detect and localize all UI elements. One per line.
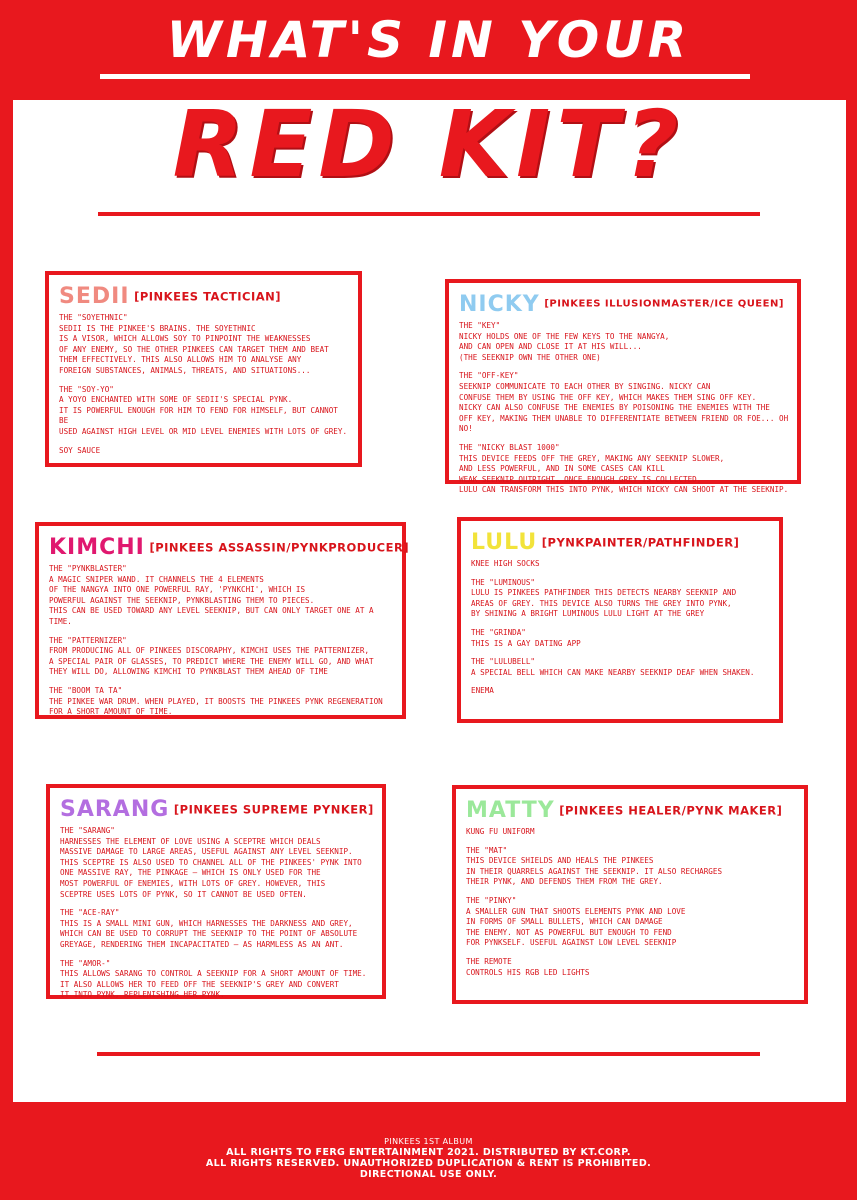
kit-item-title: THE "GRINDA" <box>471 627 526 637</box>
kit-item-line: A YOYO ENCHANTED WITH SOME OF SEDII'S SPECIAL PYNK. <box>59 395 293 405</box>
item-list <box>471 559 771 697</box>
kit-item <box>466 827 796 838</box>
kit-item-line: SCEPTRE USES LOTS OF PYNK, SO IT CANNOT BE USED OFTEN. <box>60 889 307 899</box>
bottom-divider <box>97 1052 760 1056</box>
kit-item-line: AREAS OF GREY. THIS DEVICE ALSO TURNS THE GREY INTO PYNK, <box>471 598 732 608</box>
kit-item-line: ONE MASSIVE RAY, THE PINKAGE — WHICH IS ONLY USED FOR THE <box>60 868 321 878</box>
kit-item <box>471 686 771 697</box>
kit-item-title: SOY SAUCE <box>59 445 101 455</box>
kit-item-line: FROM PRODUCING ALL OF PINKEES DISCORAPHY, KIMCHI USES THE PATTERNIZER, <box>49 646 370 656</box>
kit-item-line: SEDII IS THE PINKEE'S BRAINS. THE SOYETHNIC <box>59 323 256 333</box>
kit-item-line: THIS IS A GAY DATING APP <box>471 638 581 648</box>
kit-item <box>471 559 771 570</box>
card-header <box>49 535 410 560</box>
kit-item-line: THIS DEVICE SHIELDS AND HEALS THE PINKEES <box>466 856 654 866</box>
card-header <box>60 798 374 822</box>
kit-item-line: A SPECIAL BELL WHICH CAN MAKE NEARBY SEEKNIP DEAF WHEN SHAKEN. <box>471 667 755 677</box>
kit-item-title: THE "KEY" <box>459 321 501 330</box>
kit-item-line: THEIR PYNK, AND DEFENDS THEM FROM THE GREY. <box>466 877 663 887</box>
kit-item <box>49 686 394 718</box>
card-header <box>59 285 350 309</box>
kit-item-title: THE REMOTE <box>466 956 512 966</box>
kit-item-line: THE PINKEE WAR DRUM. WHEN PLAYED, IT BOOSTS THE PINKEES PYNK REGENERATION <box>49 696 383 706</box>
title-divider <box>100 74 750 79</box>
kit-item-line: THIS IS A SMALL MINI GUN, WHICH HARNESSES THE DARKNESS AND GREY, <box>60 918 353 928</box>
kit-item <box>471 657 771 678</box>
kit-item-title: THE "PATTERNIZER" <box>49 635 127 645</box>
kit-item-line: WEAK SEEKNIP OUTRIGHT. ONCE ENOUGH GREY IS COLLECTED, <box>459 474 702 484</box>
kit-item-line: FOREIGN SUBSTANCES, ANIMALS, THREATS, AND SITUATIONS... <box>59 365 311 375</box>
kit-item-line: NICKY CAN ALSO CONFUSE THE ENEMIES BY POISONING THE ENEMIES WITH THE <box>459 403 770 413</box>
kit-item-line: THE ENEMY. NOT AS POWERFUL BUT ENOUGH TO FEND <box>466 927 672 937</box>
kit-item-line: AND CAN OPEN AND CLOSE IT AT HIS WILL... <box>459 342 642 352</box>
kit-item-line: THEY WILL DO, ALLOWING KIMCHI TO PYNKBLAST THEM AHEAD OF TIME <box>49 667 328 677</box>
kit-item-title: THE "SOYETHNIC" <box>59 313 128 322</box>
kit-item-line: MOST POWERFUL OF ENEMIES, WITH LOTS OF GREY. HOWEVER, THIS <box>60 878 326 888</box>
kit-item-line: A SMALLER GUN THAT SHOOTS ELEMENTS PYNK AND LOVE <box>466 906 686 916</box>
kit-item-line: CONTROLS HIS RGB LED LIGHTS <box>466 967 590 977</box>
kit-item-title: KUNG FU UNIFORM <box>466 827 535 836</box>
kit-item <box>471 578 771 620</box>
kit-item-line: POWERFUL AGAINST THE SEEKNIP, PYNKBLASTING THEM TO PIECES. <box>49 595 315 605</box>
member-role: [PINKEES SUPREME PYNKER] <box>173 802 374 817</box>
kit-item <box>49 636 394 678</box>
footer-reserved-line: ALL RIGHTS RESERVED. UNAUTHORIZED DUPLICATION & RENT IS PROHIBITED. <box>205 1158 652 1169</box>
kit-item-line: USED AGAINST HIGH LEVEL OR MID LEVEL ENEMIES WITH LOTS OF GREY. <box>59 426 348 436</box>
kit-item-title: THE "MAT" <box>466 845 508 855</box>
kit-item-line: FOR PYNKSELF. USEFUL AGAINST LOW LEVEL SEEKNIP <box>466 938 677 948</box>
kit-item <box>59 446 350 457</box>
kit-item-title: THE "NICKY BLAST 1000" <box>459 442 560 452</box>
kit-item-line: IN FORMS OF SMALL BULLETS, WHICH CAN DAMAGE <box>466 917 663 927</box>
kit-item-line: THIS ALLOWS SARANG TO CONTROL A SEEKNIP FOR A SHORT AMOUNT OF TIME. <box>60 969 367 979</box>
member-name: KIMCHI <box>49 535 145 560</box>
member-role: [PINKEES TACTICIAN] <box>134 289 282 304</box>
kit-item-title: THE "BOOM TA TA" <box>49 685 123 695</box>
kit-item <box>459 321 789 363</box>
kit-item-title: KNEE HIGH SOCKS <box>471 559 540 568</box>
member-name: NICKY <box>459 292 540 317</box>
kit-item-line: FOR A SHORT AMOUNT OF TIME. <box>49 707 173 717</box>
kit-item-line: IT INTO PYNK, REPLENISHING HER PYNK. <box>60 990 225 1000</box>
kit-item-title: THE "PYNKBLASTER" <box>49 564 127 573</box>
kit-item <box>49 564 394 628</box>
footer-rights-line: ALL RIGHTS TO FERG ENTERTAINMENT 2021. DISTRIBUTED BY KT.CORP. <box>226 1147 631 1158</box>
item-list <box>466 827 796 978</box>
kit-item <box>59 385 350 438</box>
member-role: [PINKEES ASSASSIN/PYNKPRODUCER] <box>149 540 410 555</box>
kit-item-title: THE "PINKY" <box>466 895 517 905</box>
card-kimchi <box>35 522 410 719</box>
kit-item <box>60 908 374 950</box>
kit-item-line: LULU CAN TRANSFORM THIS INTO PYNK, WHICH NICKY CAN SHOOT AT THE SEEKNIP. <box>459 485 789 495</box>
kit-item <box>60 959 374 1001</box>
kit-item-line: LULU IS PINKEES PATHFINDER THIS DETECTS NEARBY SEEKNIP AND <box>471 588 737 598</box>
card-lulu <box>457 517 783 723</box>
member-name: MATTY <box>466 798 555 823</box>
kit-item-line: THIS CAN BE USED TOWARD ANY LEVEL SEEKNIP, BUT CAN ONLY TARGET ONE AT A TIME. <box>49 606 374 626</box>
kit-item-line: SEEKNIP COMMUNICATE TO EACH OTHER BY SINGING. NICKY CAN <box>459 381 711 391</box>
footer-album: PINKEES 1ST ALBUM <box>384 1137 473 1146</box>
card-header <box>459 293 789 317</box>
kit-item-title: THE "OFF-KEY" <box>459 371 519 381</box>
kit-item-title: THE "LULUBELL" <box>471 657 536 667</box>
kit-item-line: CONFUSE THEM BY USING THE OFF KEY, WHICH MAKES THEM SING OFF KEY. <box>459 392 757 402</box>
kit-item-title: THE "AMOR-" <box>60 958 111 968</box>
member-name: SARANG <box>60 797 170 822</box>
member-role: [PYNKPAINTER/PATHFINDER] <box>541 535 740 550</box>
kit-item-line: GREYAGE, RENDERING THEM INCAPACITATED — AS HARMLESS AS AN ANT. <box>60 939 344 949</box>
item-list <box>59 313 350 456</box>
kit-item-line: IT IS POWERFUL ENOUGH FOR HIM TO FEND FOR HIMSELF, BUT CANNOT BE <box>59 405 338 426</box>
card-nicky <box>445 279 801 495</box>
card-header <box>466 799 796 823</box>
kit-item-line: IS A VISOR, WHICH ALLOWS SOY TO PINPOINT THE WEAKNESSES <box>59 334 311 344</box>
member-role: [PINKEES HEALER/PYNK MAKER] <box>559 803 783 818</box>
kit-item-title: THE "SOY-YO" <box>59 384 114 394</box>
item-list <box>60 826 374 1001</box>
kit-item-line: THIS DEVICE FEEDS OFF THE GREY, MAKING ANY SEEKNIP SLOWER, <box>459 453 725 463</box>
card-sarang <box>46 784 386 999</box>
page-title: RED KIT? <box>172 91 685 198</box>
kit-item-line: OFF KEY, MAKING THEM UNABLE TO DIFFERENTIATE BETWEEN FRIEND OR FOE... OH NO! <box>459 413 789 434</box>
kit-item-title: THE "SARANG" <box>60 826 115 835</box>
footer <box>0 1136 857 1180</box>
kit-item-line: OF THE NANGYA INTO ONE POWERFUL RAY, 'PYNKCHI', WHICH IS <box>49 585 306 595</box>
kit-item-line: MASSIVE DAMAGE TO LARGE AREAS, USEFUL AGAINST ANY LEVEL SEEKNIP. <box>60 847 353 857</box>
member-name: SEDII <box>59 284 130 309</box>
kit-item-line: THIS SCEPTRE IS ALSO USED TO CHANNEL ALL OF THE PINKEES' PYNK INTO <box>60 857 362 867</box>
kit-item <box>466 896 796 949</box>
kit-item <box>59 313 350 377</box>
kit-item <box>459 443 789 496</box>
kit-item-title: ENEMA <box>471 686 494 696</box>
kit-item-line: A MAGIC SNIPER WAND. IT CHANNELS THE 4 ELEMENTS <box>49 574 264 584</box>
kit-item-line: (THE SEEKNIP OWN THE OTHER ONE) <box>459 352 601 362</box>
title-top: WHAT'S IN YOUR <box>166 11 691 69</box>
kit-item-line: OF ANY ENEMY, SO THE OTHER PINKEES CAN TARGET THEM AND BEAT <box>59 344 329 354</box>
item-list <box>459 321 789 496</box>
kit-item-title: THE "LUMINOUS" <box>471 577 536 587</box>
kit-item-line: A SPECIAL PAIR OF GLASSES, TO PREDICT WHERE THE ENEMY WILL GO, AND WHAT <box>49 656 374 666</box>
kit-item-line: IT ALSO ALLOWS HER TO FEED OFF THE SEEKNIP'S GREY AND CONVERT <box>60 979 339 989</box>
kit-item <box>459 371 789 435</box>
kit-item <box>60 826 374 900</box>
kit-item-line: WHICH CAN BE USED TO CORRUPT THE SEEKNIP TO THE POINT OF ABSOLUTE <box>60 929 358 939</box>
member-role: [PINKEES ILLUSIONMASTER/ICE QUEEN] <box>544 298 784 310</box>
kit-item <box>466 957 796 978</box>
card-sedii <box>45 271 362 467</box>
member-name: LULU <box>471 530 538 555</box>
card-header <box>471 531 771 555</box>
kit-item-line: BY SHINING A BRIGHT LUMINOUS LULU LIGHT AT THE GREY <box>471 609 705 619</box>
kit-item <box>471 628 771 649</box>
kit-item-line: IN THEIR QUARRELS AGAINST THE SEEKNIP. IT ALSO RECHARGES <box>466 866 723 876</box>
kit-item <box>466 846 796 888</box>
card-matty <box>452 785 808 1004</box>
footer-usage-line: DIRECTIONAL USE ONLY. <box>359 1169 498 1180</box>
kit-item-line: NICKY HOLDS ONE OF THE FEW KEYS TO THE NANGYA, <box>459 331 670 341</box>
kit-item-line: AND LESS POWERFUL, AND IN SOME CASES CAN KILL <box>459 464 665 474</box>
item-list <box>49 564 394 718</box>
kit-item-line: HARNESSES THE ELEMENT OF LOVE USING A SCEPTRE WHICH DEALS <box>60 836 321 846</box>
top-divider <box>98 212 760 216</box>
kit-item-line: THEM EFFECTIVELY. THIS ALSO ALLOWS HIM TO ANALYSE ANY <box>59 355 302 365</box>
kit-item-title: THE "ACE-RAY" <box>60 908 120 918</box>
